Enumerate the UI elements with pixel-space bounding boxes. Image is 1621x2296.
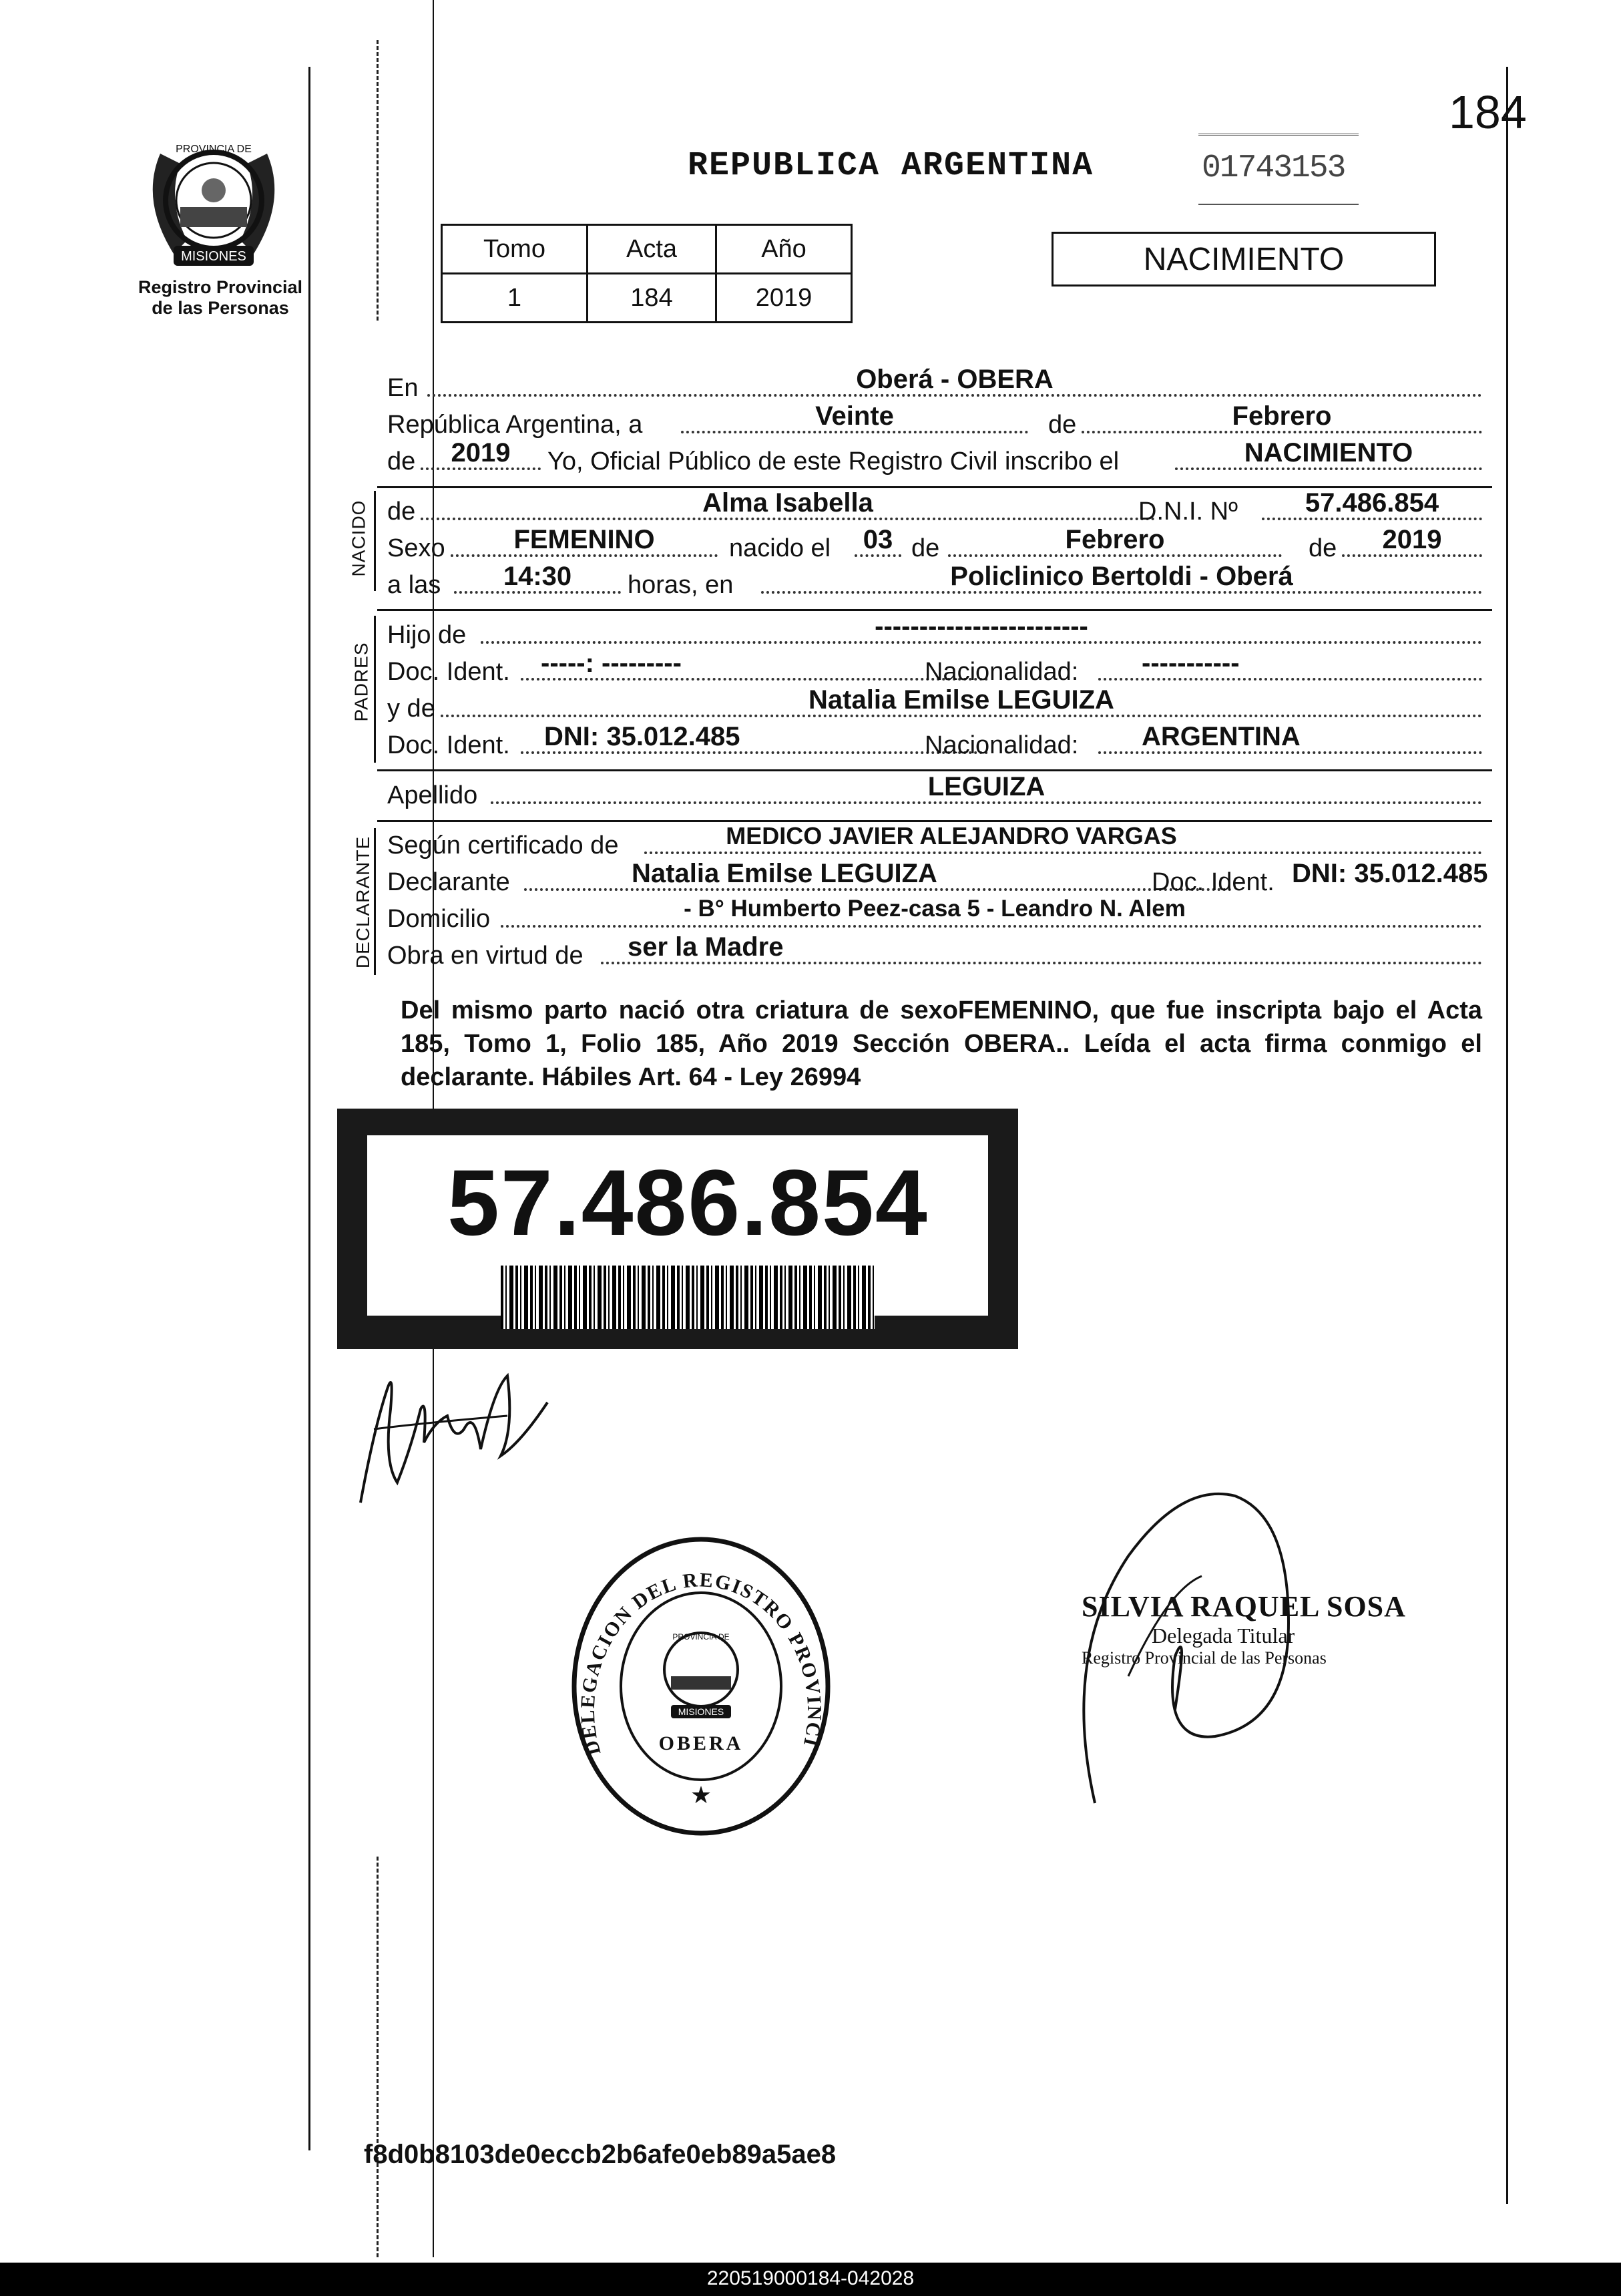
seal-ring-text: DELEGACION DEL REGISTRO PROVINCI (576, 1569, 826, 1758)
anio-value: 2019 (451, 438, 511, 467)
doc-ident2-value: DNI: 35.012.485 (544, 722, 740, 751)
nac-mes-value: Febrero (1065, 525, 1165, 554)
decl-doc-label: Doc. Ident. (1152, 868, 1275, 896)
margin-dash-bottom (377, 1857, 379, 2257)
officer-stamp (1082, 1589, 1406, 1668)
acta-header-tomo: Tomo (442, 225, 588, 274)
serial-bottom-rule (1198, 204, 1359, 205)
country-title: REPUBLICA ARGENTINA (688, 147, 1094, 185)
seal-star-icon: ★ (690, 1781, 712, 1808)
a-las-label: a las (387, 571, 441, 599)
de2-label: de (387, 447, 416, 475)
de-nombre-label: de (387, 498, 416, 526)
official-seal (547, 1533, 855, 1843)
oficial-text: Yo, Oficial Público de este Registro Civil inscribo el (547, 447, 1120, 475)
obra-value: ser la Madre (628, 932, 784, 962)
inscripcion-value: NACIMIENTO (1244, 438, 1413, 467)
declarante-label: Declarante (387, 868, 510, 896)
document-hash: f8d0b8103de0eccb2b6afe0eb89a5ae8 (364, 2140, 837, 2169)
domicilio-value: - B° Humberto Peez-casa 5 - Leandro N. Alem (684, 896, 1186, 922)
de-label: de (1048, 411, 1077, 439)
sexo-value: FEMENINO (513, 525, 655, 554)
province-logo (134, 127, 294, 277)
segun-value: MEDICO JAVIER ALEJANDRO VARGAS (726, 822, 1177, 849)
page-number: 184 (1449, 86, 1527, 138)
en-value: Oberá - OBERA (856, 365, 1054, 394)
registry-caption-line1: Registro Provincial (138, 277, 303, 297)
section-label-padres: PADRES (351, 642, 372, 722)
dni-barcode (501, 1266, 875, 1329)
hora-value: 14:30 (503, 562, 572, 591)
acta-header-anio: Año (716, 225, 852, 274)
obra-label: Obra en virtud de (387, 942, 584, 970)
section-label-declarante: DECLARANTE (353, 835, 374, 969)
serial-top-rule (1198, 134, 1359, 136)
dni-tag-number: 57.486.854 (447, 1150, 929, 1255)
nacionalidad1-value: ----------- (1142, 648, 1240, 678)
right-margin-line (1506, 67, 1508, 2204)
registry-caption-line2: de las Personas (152, 298, 289, 318)
de3-label: de (911, 534, 940, 562)
de4-label: de (1309, 534, 1337, 562)
document-type-box: NACIMIENTO (1052, 232, 1436, 286)
serial-number: 01743153 (1202, 150, 1345, 186)
decl-doc-value: DNI: 35.012.485 (1292, 859, 1488, 888)
svg-text:DELEGACION DEL REGISTRO PROVIN (547, 1533, 825, 1758)
left-margin-line (308, 67, 310, 2150)
seal-city: OBERA (658, 1732, 744, 1754)
nombre-value: Alma Isabella (702, 488, 873, 518)
madre-value: Natalia Emilse LEGUIZA (808, 685, 1114, 715)
nacionalidad2-value: ARGENTINA (1142, 722, 1301, 751)
acta-value-anio: 2019 (716, 274, 852, 323)
domicilio-label: Domicilio (387, 905, 491, 933)
officer-name: SILVIA RAQUEL SOSA (1082, 1590, 1406, 1623)
logo-text-bottom: MISIONES (181, 249, 246, 264)
officer-role: Delegada Titular (1152, 1623, 1295, 1648)
apellido-label: Apellido (387, 781, 478, 809)
en-label: En (387, 374, 419, 402)
seal-center-bottom: MISIONES (678, 1706, 724, 1717)
sexo-label: Sexo (387, 534, 445, 562)
doc-ident-label-1: Doc. Ident. (387, 658, 510, 686)
acta-value-tomo: 1 (442, 274, 588, 323)
nacionalidad-label-2: Nacionalidad: (925, 731, 1079, 759)
dni-tag (337, 1109, 1018, 1349)
acta-table (441, 224, 853, 323)
declarant-signature (347, 1349, 561, 1513)
hijo-de-label: Hijo de (387, 621, 467, 649)
horas-en-label: horas, en (628, 571, 734, 599)
dni-value: 57.486.854 (1305, 488, 1439, 518)
segun-label: Según certificado de (387, 831, 619, 859)
logo-text-top: PROVINCIA DE (176, 144, 252, 155)
acta-header-acta: Acta (588, 225, 716, 274)
doc-ident-label-2: Doc. Ident. (387, 731, 510, 759)
declarante-value: Natalia Emilse LEGUIZA (632, 859, 937, 888)
seal-center-top: PROVINCIA DE (672, 1632, 730, 1642)
section-label-nacido: NACIDO (348, 500, 369, 577)
hijo-de-value: ------------------------ (875, 612, 1088, 641)
republica-label: República Argentina, a (387, 411, 643, 439)
officer-org: Registro Provincial de las Personas (1082, 1648, 1327, 1668)
apellido-value: LEGUIZA (927, 772, 1046, 801)
margin-dash-top (377, 40, 379, 321)
birth-note: Del mismo parto nació otra criatura de sexoFEMENINO, que fue inscripta bajo el Acta 185, Tomo 1, Folio 185, Año 2019 Sección OBERA.. Leída el acta firma conmigo el declarante. Hábiles Art. 64 - Ley 26994 (401, 996, 1482, 1091)
dia-value: Veinte (815, 401, 894, 431)
acta-value-acta: 184 (588, 274, 716, 323)
lugar-value: Policlinico Bertoldi - Oberá (950, 562, 1293, 591)
nacido-el-label: nacido el (729, 534, 831, 562)
nacionalidad-label-1: Nacionalidad: (925, 658, 1079, 686)
mes-value: Febrero (1232, 401, 1332, 431)
dni-label: D.N.I. Nº (1138, 498, 1238, 526)
nac-anio-value: 2019 (1382, 525, 1442, 554)
footer-code: 220519000184-042028 (706, 2267, 915, 2289)
nac-dia-value: 03 (863, 525, 893, 554)
y-de-label: y de (387, 695, 435, 723)
registry-caption (107, 277, 334, 319)
doc-ident1-value: -----: --------- (541, 648, 682, 678)
